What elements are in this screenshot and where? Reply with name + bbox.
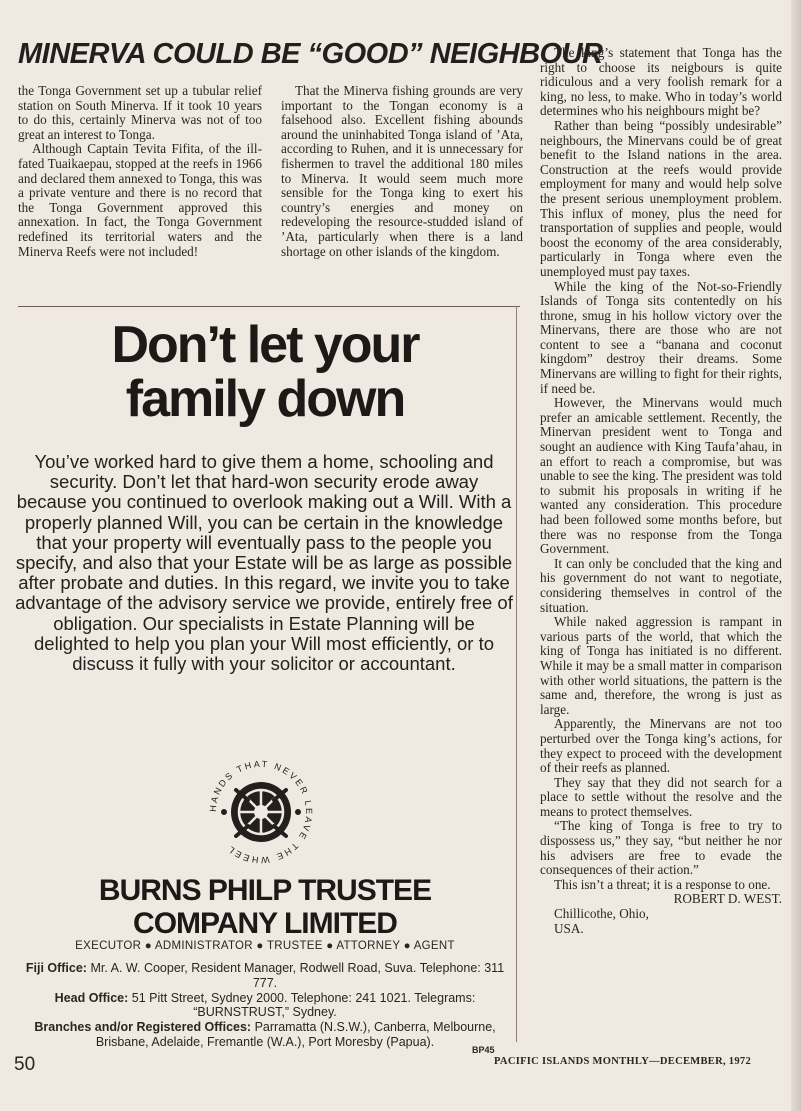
fiji-office-text: Mr. A. W. Cooper, Resident Manager, Rodwell Road, Suva. Telephone: 311 777.	[90, 961, 505, 990]
company-roles: EXECUTOR ● ADMINISTRATOR ● TRUSTEE ● ATTORNEY ● AGENT	[75, 940, 455, 952]
signature-name: ROBERT D. WEST.	[673, 891, 782, 907]
article-column-3	[540, 46, 782, 936]
role: EXECUTOR	[75, 940, 142, 952]
ad-headline	[18, 318, 512, 426]
col3-para: However, the Minervans would much prefer an amicable settlement. Recently, the Minervan president went to Tonga and sought an audience with King Taufa’ahau, in an effort to reach a compromise, but was unable to see the king. The president was told to submit his proposals in writing if he wanted any consideration. This procedure had been followed some months before, but there was no response from the Tonga Government.	[540, 395, 782, 557]
col3-para: The king’s statement that Tonga has the right to choose its neigbours is quite ridiculous and a very foolish remark for a king, no less, to make. Who in today’s world determines who his neighbours might be?	[540, 45, 782, 119]
company-name-line-1: BURNS PHILP TRUSTEE	[98, 874, 432, 907]
col3-para: Rather than being “possibly undesirable” neighbours, the Minervans could be of great benefit to the Island nations in the area. Construction at the reefs would provide employment for many and would help solve the present serious unemployment problem. This influx of money, plus the need for transportation of supplies and people, would boost the economy of the area considerably, particularly in Tonga where even the unemployed must pay taxes.	[540, 117, 782, 279]
ad-body-text: You’ve worked hard to give them a home, schooling and security. Don’t let that hard-won security erode away because you continued to overlook making out a Will. With a properly planned Will, you can be certain in the knowledge that your property will eventually pass to the people you specify, and also that your Estate will be as large as possible after probate and duties. In this regard, we invite you to take advantage of the advisory service we provide, entirely free of obligation. Our specialists in Estate Planning will be delighted to help you plan your Will most efficiently, or to discuss it fully with your solicitor or accountant.	[15, 451, 513, 675]
ad-right-rule	[516, 306, 517, 1042]
ad-headline-line-2: family down	[125, 370, 405, 428]
col3-para: While naked aggression is rampant in various parts of the world, that which the king of Tonga has initiated is no different. While it may be a small matter in comparison with other world situations, the pattern is the same and, therefore, the wrong is just as large.	[540, 614, 782, 717]
col1-para: the Tonga Government set up a tubular relief station on South Minerva. If it took 10 years to do this, certainly Minerva was not of too great an interest to Tonga.	[18, 83, 262, 142]
publication-footer: PACIFIC ISLANDS MONTHLY—DECEMBER, 1972	[494, 1056, 752, 1067]
branches-label: Branches and/or Registered Offices:	[34, 1020, 252, 1035]
col3-para: They say that they did not search for a place to settle without the resolve and the means to protect themselves.	[540, 774, 782, 819]
col3-para: It can only be concluded that the king and his government do not want to negotiate, considering themselves in control of the situation.	[540, 555, 782, 615]
col1-para: Although Captain Tevita Fifita, of the ill-fated Tuaikaepau, stopped at the reefs in 1966 and declared them annexed to Tonga, this was a private venture and there is no record that the Tonga Government approved this annexation. In fact, the Tonga Government redefined its territorial waters and the Minerva Reefs were not included!	[18, 141, 262, 259]
logo-text: HANDS THAT NEVER LEAVE THE WHEEL	[207, 758, 315, 866]
article-column-1	[18, 84, 262, 259]
col2-para: That the Minerva fishing grounds are very important to the Tongan economy is a falsehood also. Excellent fishing abounds around the uninhabited Tonga island of ’Ata, according to Ruhen, and it is unnecessary for fishermen to travel the additional 180 miles to Minerva. It would seem much more sensible for the Tonga king to exert his country’s energies and money on redeveloping the resource-studded island of ’Ata, particularly when there is a land shortage on other islands of the kingdom.	[281, 83, 523, 259]
head-office-text: 51 Pitt Street, Sydney 2000. Telephone: 241 1021. Telegrams: “BURNSTRUST,” Sydney.	[131, 990, 476, 1020]
signature-country: USA.	[554, 920, 584, 936]
page-edge-shadow	[791, 0, 801, 1111]
col3-para: While the king of the Not-so-Friendly Islands of Tonga sits contentedly on his throne, smug in his hollow victory over the Minervans, there are those who are not content to see a “banana and coconut kingdom” destroy their dreams. Some Minervans are willing to fight for their rights, if need be.	[540, 278, 782, 396]
head-office-label: Head Office:	[54, 990, 129, 1005]
role: AGENT	[413, 940, 455, 952]
ship-wheel-logo-icon	[196, 750, 326, 870]
col3-para: Apparently, the Minervans are not too perturbed over the Tonga king’s actions, for they expect to proceed with the development of their reefs as planned.	[540, 716, 782, 776]
ad-code: BP45	[472, 1045, 495, 1055]
fiji-office-label: Fiji Office:	[25, 961, 87, 975]
role: ATTORNEY	[336, 940, 401, 952]
article-column-2	[281, 84, 523, 259]
branches-text: Parramatta (N.S.W.), Canberra, Melbourne, Brisbane, Adelaide, Fremantle (W.A.), Port Moresby (Papua).	[95, 1020, 496, 1049]
signature-city: Chillicothe, Ohio,	[554, 906, 649, 922]
article-headline: MINERVA COULD BE “GOOD” NEIGHBOUR	[18, 38, 603, 70]
company-name	[18, 874, 512, 940]
col3-para: “The king of Tonga is free to try to dispossess us,” they say, “but neither he nor his advisers are free to evade the consequences of their action.”	[540, 818, 782, 878]
ad-headline-line-1: Don’t let your	[111, 316, 419, 374]
role: TRUSTEE	[266, 940, 323, 952]
col3-para: This isn’t a threat; it is a response to one.	[554, 876, 771, 892]
role: ADMINISTRATOR	[154, 940, 253, 952]
company-name-line-2: COMPANY LIMITED	[133, 907, 397, 940]
company-offices	[18, 961, 512, 1050]
ad-top-rule	[18, 306, 520, 307]
page-number: 50	[14, 1054, 36, 1075]
